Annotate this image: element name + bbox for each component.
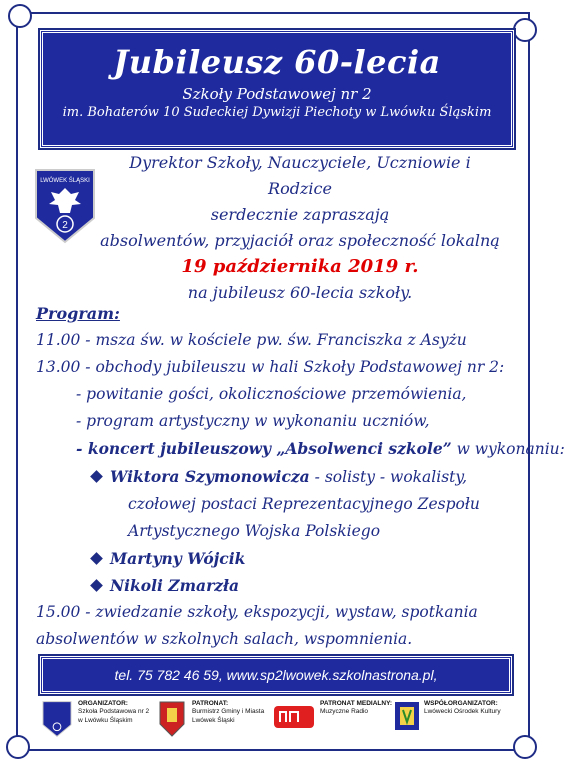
patron-label: PATRONAT: <box>192 700 229 707</box>
performer-3 <box>36 572 516 599</box>
header-subtitle-2: im. Bohaterów 10 Sudeckiej Dywizji Piechoty w Lwówku Śląskim <box>62 105 492 120</box>
media-label: PATRONAT MEDIALNY: <box>320 700 393 707</box>
page-title: Jubileusz 60-lecia <box>113 43 441 81</box>
scroll-curl-top-left <box>8 4 32 28</box>
program-sub-3 <box>36 435 565 463</box>
school-crest-icon <box>34 168 96 244</box>
performer-2 <box>36 545 516 572</box>
crest-label: LWÓWEK ŚLĄSKI <box>40 178 90 184</box>
organizer-block <box>40 694 150 744</box>
organizer-text-2: w Lwówku Śląskim <box>78 717 133 724</box>
header-subtitle: Szkoły Podstawowej nr 2 <box>182 85 372 103</box>
contact-text: tel. 75 782 46 59, www.sp2lwowek.szkolnastrona.pl, <box>114 667 438 683</box>
program-item-1: 11.00 - msza św. w kościele pw. św. Franciszka z Asyżu <box>36 331 467 349</box>
sponsors-footer <box>40 694 506 744</box>
town-crest-icon <box>158 700 186 738</box>
program-sub-2: - program artystyczny w wykonaniu uczniów, <box>76 412 430 430</box>
concert-rest: w wykonaniu: <box>451 440 565 458</box>
school-crest-small-icon <box>42 700 72 738</box>
performer-2-name: Martyny Wójcik <box>110 549 246 568</box>
organizer-text-1: Szkoła Podstawowa nr 2 <box>78 708 150 715</box>
program-section <box>36 300 565 653</box>
header-banner <box>40 30 514 148</box>
performer-1-line-3: Artystycznego Wojska Polskiego <box>128 522 381 540</box>
organizer-label: ORGANIZATOR: <box>78 700 128 707</box>
scroll-curl-top-right <box>513 18 537 42</box>
event-date: 19 października 2019 r. <box>181 256 419 277</box>
co-organizer-text: Lwówecki Ośrodek Kultury <box>424 708 501 715</box>
crest-number: 2 <box>62 220 68 231</box>
program-sub-1: - powitanie gości, okolicznościowe przemówienia, <box>76 385 467 403</box>
co-organizer-label: WSPÓŁORGANIZATOR: <box>424 700 498 707</box>
performer-1-name: Wiktora Szymonowicza <box>110 467 310 486</box>
patron-text-2: Lwówek Śląski <box>192 717 235 724</box>
intro-line-2: serdecznie zapraszają <box>210 205 390 224</box>
media-patron-block <box>272 694 393 744</box>
invitation-text <box>100 150 500 306</box>
concert-title: - koncert jubileuszowy „Absolwenci szkole” <box>76 439 452 458</box>
media-text: Muzyczne Radio <box>320 708 369 715</box>
intro-line-1: Dyrektor Szkoły, Nauczyciele, Uczniowie i Rodzice <box>129 153 471 198</box>
patron-text-1: Burmistrz Gminy i Miasta <box>192 708 265 715</box>
intro-line-4: na jubileusz 60-lecia szkoły. <box>187 283 413 302</box>
performer-1-role: - solisty - wokalisty, <box>309 468 468 486</box>
culture-center-logo-icon <box>394 700 420 736</box>
co-organizer-block <box>392 694 506 744</box>
patron-block <box>156 694 266 744</box>
program-item-3: 15.00 - zwiedzanie szkoły, ekspozycji, wystaw, spotkania <box>36 603 478 621</box>
scroll-curl-bottom-right <box>513 735 537 759</box>
scroll-curl-bottom-left <box>6 735 30 759</box>
performer-1 <box>36 463 516 491</box>
performer-3-name: Nikoli Zmarzła <box>110 576 240 595</box>
intro-line-3: absolwentów, przyjaciół oraz społeczność lokalną <box>100 231 500 250</box>
program-item-2: 13.00 - obchody jubileuszu w hali Szkoły Podstawowej nr 2: <box>36 358 505 376</box>
radio-logo-icon <box>274 702 314 732</box>
program-heading: Program: <box>36 304 120 323</box>
performer-1-line-2: czołowej postaci Reprezentacyjnego Zespołu <box>128 495 480 513</box>
contact-bar <box>40 656 512 694</box>
program-item-3-line-2: absolwentów w szkolnych salach, wspomnienia. <box>36 630 413 648</box>
